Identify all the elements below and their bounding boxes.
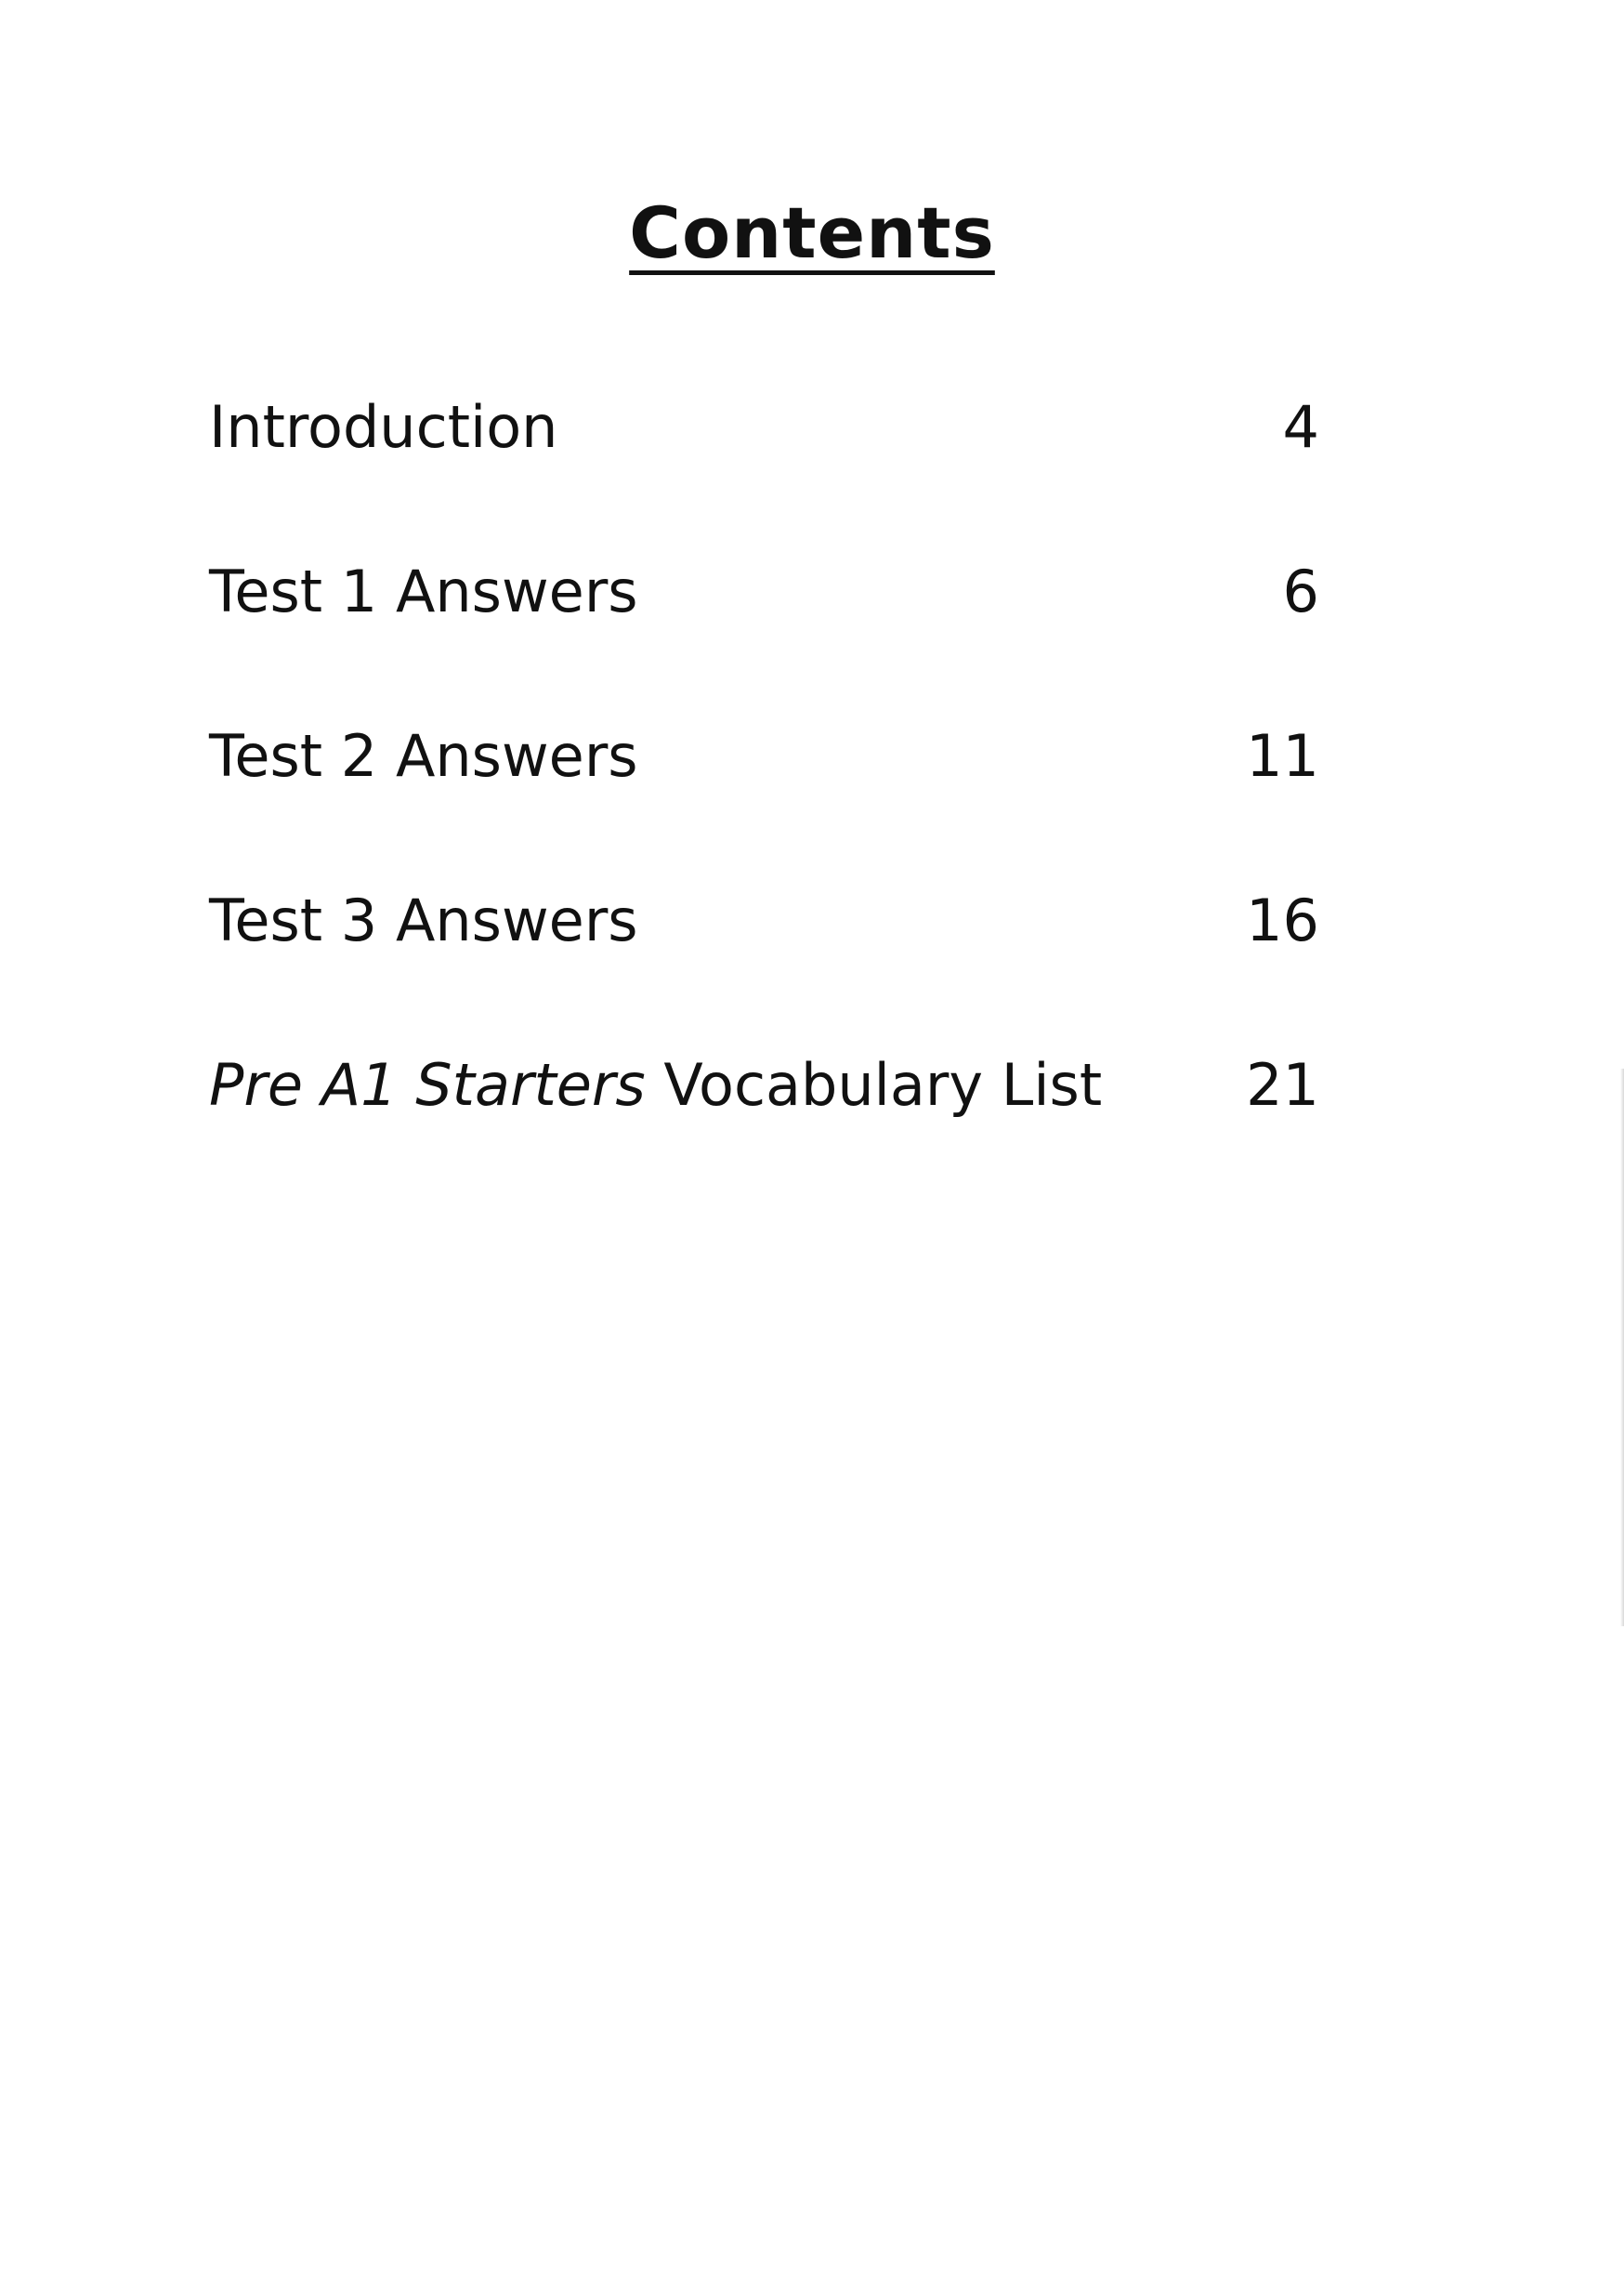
page-title: Contents	[629, 190, 995, 274]
toc-entry-page-number: 11	[1246, 722, 1319, 790]
toc-entry-test-1-answers	[209, 545, 1319, 710]
toc-entry-label: Introduction	[209, 393, 558, 461]
toc-entry-label: Test 2 Answers	[209, 722, 638, 790]
scan-edge-shadow	[1620, 1069, 1624, 1626]
toc-entry-page-number: 4	[1282, 393, 1319, 461]
toc-entry-page-number: 21	[1246, 1051, 1319, 1119]
toc-entry-page-number: 6	[1282, 558, 1319, 625]
toc-entry-vocabulary-list	[209, 1039, 1319, 1203]
toc-entry-label: Test 1 Answers	[209, 558, 638, 625]
toc-entry-label: Test 3 Answers	[209, 887, 638, 954]
table-of-contents	[209, 381, 1319, 1203]
toc-entry-test-2-answers	[209, 710, 1319, 874]
toc-entry-test-3-answers	[209, 874, 1319, 1039]
toc-entry-page-number: 16	[1246, 887, 1319, 954]
toc-entry-introduction	[209, 381, 1319, 545]
toc-entry-label-italic: Pre A1 Starters	[209, 1051, 646, 1119]
toc-entry-label: Pre A1 Starters Vocabulary List	[209, 1051, 1103, 1119]
